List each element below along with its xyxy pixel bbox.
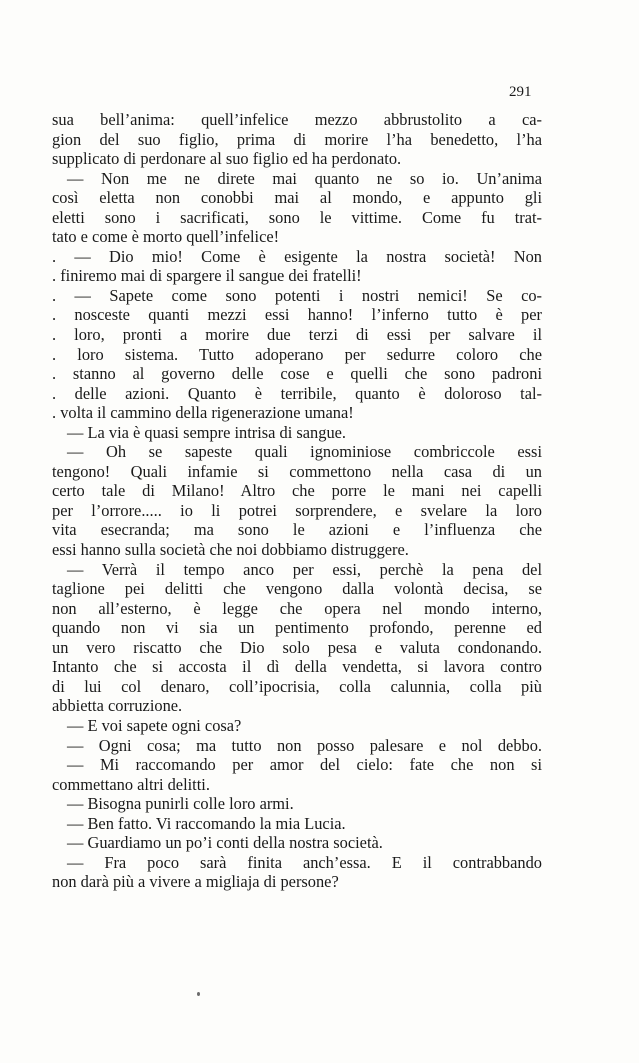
text-line: — Verrà il tempo anco per essi, perchè la pena del: [67, 559, 542, 579]
text-line: — La via è quasi sempre intrisa di sangue.: [67, 422, 347, 442]
text-line: . loro, pronti a morire due terzi di essi per salvare il: [52, 325, 542, 345]
text-line: per l’orrore..... io li potrei sorprendere, e svelare la loro: [52, 500, 542, 520]
text-line: tato e come è morto quell’infelice!: [52, 227, 280, 247]
text-line: sua bell’anima: quell’infelice mezzo abbrustolito a ca-: [52, 110, 542, 129]
text-line: . stanno al governo delle cose e quelli che sono padroni: [52, 364, 542, 384]
text-line: — E voi sapete ogni cosa?: [67, 715, 242, 735]
text-line: commettano altri delitti.: [52, 774, 210, 794]
text-line: — Ogni cosa; ma tutto non posso palesare e nol debbo.: [67, 735, 542, 755]
page-number: 291: [509, 84, 532, 100]
text-line: — Bisogna punirli colle loro armi.: [67, 794, 294, 814]
text-line: abbietta corruzione.: [52, 696, 183, 716]
text-line: . loro sistema. Tutto adoperano per sedurre coloro che: [52, 344, 542, 364]
text-line: Intanto che si accosta il dì della vendetta, si lavora contro: [52, 657, 542, 677]
text-line: — Mi raccomando per amor del cielo: fate che non si: [67, 755, 542, 775]
text-line: supplicato di perdonare al suo figlio ed ha perdonato.: [52, 149, 402, 169]
text-line: essi hanno sulla società che noi dobbiamo distruggere.: [52, 540, 409, 560]
text-line: certo tale di Milano! Altro che porre le mani nei capelli: [52, 481, 542, 501]
text-line: — Guardiamo un po’i conti della nostra società.: [67, 833, 383, 853]
text-line: eletti sono i sacrificati, sono le vittime. Come fu trat-: [52, 207, 542, 227]
text-line: un vero riscatto che Dio solo pesa e valuta condonando.: [52, 637, 542, 657]
text-line: così eletta non conobbi mai al mondo, e appunto gli: [52, 188, 542, 208]
text-line: . — Sapete come sono potenti i nostri nemici! Se co-: [52, 285, 542, 305]
text-line: non darà più a vivere a migliaja di persone?: [52, 872, 339, 892]
text-line: gion del suo figlio, prima di morire l’ha benedetto, l’ha: [52, 129, 542, 149]
text-line: non all’esterno, è legge che opera nel mondo interno,: [52, 598, 542, 618]
text-line: . finiremo mai di spargere il sangue dei fratelli!: [52, 266, 362, 286]
text-line: — Non me ne direte mai quanto ne so io. Un’anima: [67, 168, 542, 188]
text-line: — Fra poco sarà finita anch’essa. E il contrabbando: [67, 852, 542, 872]
text-line: — Ben fatto. Vi raccomando la mia Lucia.: [67, 813, 346, 833]
text-line: quando non vi sia un pentimento profondo, perenne ed: [52, 618, 542, 638]
text-line: . delle azioni. Quanto è terribile, quanto è doloroso tal-: [52, 383, 542, 403]
text-line: taglione pei delitti che vengono dalla volontà decisa, se: [52, 579, 542, 599]
body-text: [52, 110, 542, 892]
text-line: — Oh se sapeste quali ignominiose combriccole essi: [67, 442, 542, 462]
text-line: vita esecranda; ma sono le azioni e l’influenza che: [52, 520, 542, 540]
text-line: . volta il cammino della rigenerazione umana!: [52, 403, 354, 423]
text-line: di lui col denaro, coll’ipocrisia, colla calunnia, colla più: [52, 676, 542, 696]
text-line: . nosceste quanti mezzi essi hanno! l’inferno tutto è per: [52, 305, 542, 325]
paper-speck: [197, 992, 200, 996]
text-line: . — Dio mio! Come è esigente la nostra società! Non: [52, 246, 542, 266]
text-line: tengono! Quali infamie si commettono nella casa di un: [52, 461, 542, 481]
